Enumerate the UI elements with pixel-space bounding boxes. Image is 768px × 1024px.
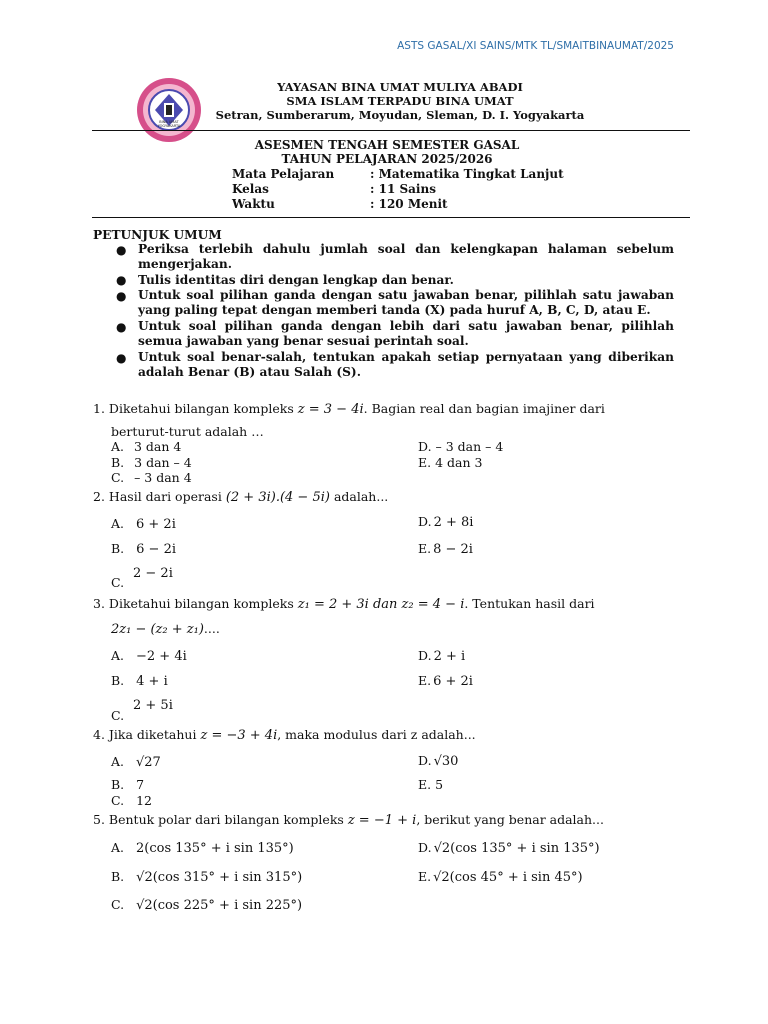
question-math: z = −1 + i: [347, 813, 417, 828]
question-number: 4.: [93, 727, 105, 742]
question-text: , berikut yang benar adalah...: [416, 812, 604, 827]
option-b: 7: [136, 777, 145, 792]
option-label: A.: [111, 648, 125, 663]
option-a: 2(cos 135° + i sin 135°): [136, 841, 294, 856]
school-name: SMA ISLAM TERPADU BINA UMAT: [286, 94, 514, 108]
option-b: 6 − 2i: [136, 542, 177, 557]
option-label: D.: [418, 753, 432, 768]
option-label: E.: [418, 541, 432, 556]
option-label: A.: [111, 439, 125, 454]
option-e: 6 + 2i: [433, 674, 473, 689]
question-math: 2z₁ − (z₂ + z₁): [111, 622, 204, 637]
question-text: , maka modulus dari z adalah...: [277, 727, 476, 742]
option-a: 3 dan 4: [134, 439, 182, 454]
option-b: 3 dan – 4: [134, 455, 192, 470]
field-label-subject: Mata Pelajaran: [232, 167, 335, 181]
question-2: [93, 489, 388, 505]
instruction-item: Untuk soal benar-salah, tentukan apakah setiap pernyataan yang diberikan adalah Benar (B) atau Salah (S).: [138, 350, 674, 379]
option-label: D.: [418, 648, 432, 663]
option-e: 8 − 2i: [433, 542, 473, 557]
option-d: 2 + i: [433, 649, 466, 664]
option-label: A.: [111, 516, 125, 531]
option-e: E. 4 dan 3: [418, 455, 483, 470]
option-a: −2 + 4i: [136, 649, 187, 664]
option-label: E.: [418, 777, 432, 792]
logo-text-top: BINA UMAT: [159, 120, 179, 124]
option-d: 2 + 8i: [433, 515, 474, 530]
option-label: B.: [111, 673, 125, 688]
option-label: B.: [111, 777, 125, 792]
bullet-icon: ●: [116, 289, 127, 303]
option-label: B.: [111, 869, 125, 884]
logo-text-bottom: YOGYAKARTA: [157, 124, 181, 128]
question-1: [93, 401, 605, 417]
question-4: [93, 727, 476, 743]
question-number: 1.: [93, 401, 105, 416]
option-label: C.: [111, 708, 125, 723]
option-b: √2(cos 315° + i sin 315°): [136, 870, 303, 885]
option-d: √2(cos 135° + i sin 135°): [433, 841, 600, 856]
exam-title: ASESMEN TENGAH SEMESTER GASAL: [254, 138, 520, 152]
option-d: D. – 3 dan – 4: [418, 439, 504, 454]
bullet-icon: ●: [116, 273, 127, 287]
option-d: √30: [433, 754, 459, 769]
option-label: C.: [111, 897, 125, 912]
instruction-item: Tulis identitas diri dengan lengkap dan benar.: [138, 273, 454, 287]
option-label: C.: [111, 575, 125, 590]
question-number: 3.: [93, 596, 105, 611]
question-text: Bentuk polar dari bilangan kompleks: [108, 812, 344, 827]
document-code: ASTS GASAL/XI SAINS/MTK TL/SMAITBINAUMAT/2025: [397, 40, 674, 52]
instruction-item: Periksa terlebih dahulu jumlah soal dan kelengkapan halaman sebelum mengerjakan.: [138, 242, 674, 271]
question-text: adalah...: [333, 489, 389, 504]
option-label: C.: [111, 470, 125, 485]
field-value-class: : 11 Sains: [370, 182, 436, 196]
bullet-icon: ●: [116, 320, 127, 334]
instructions-heading: PETUNJUK UMUM: [93, 228, 222, 242]
option-label: D.: [418, 514, 432, 529]
option-label: D.: [418, 840, 432, 855]
question-text: ....: [203, 621, 220, 636]
question-math: z = −3 + 4i: [200, 728, 278, 743]
bullet-icon: ●: [116, 351, 127, 365]
instruction-item: Untuk soal pilihan ganda dengan lebih dari satu jawaban benar, pilihlah semua jawaban yang benar sesuai perintah soal.: [138, 319, 674, 348]
option-e: 5: [435, 777, 444, 792]
option-a: 6 + 2i: [136, 517, 176, 532]
foundation-name: YAYASAN BINA UMAT MULIYA ABADI: [277, 80, 523, 94]
question-text-line2: berturut-turut adalah …: [111, 424, 264, 439]
question-number: 2.: [93, 489, 105, 504]
option-label: C.: [111, 793, 125, 808]
option-c: 2 + 5i: [133, 698, 173, 713]
school-logo: [135, 76, 203, 144]
question-3: [93, 596, 595, 612]
option-label: E.: [418, 869, 432, 884]
option-label: A.: [111, 754, 125, 769]
instruction-item: Untuk soal pilihan ganda dengan satu jawaban benar, pilihlah satu jawaban yang paling tepat dengan memberi tanda (X) pada huruf A, B, C, D, atau E.: [138, 288, 674, 317]
school-address: Setran, Sumberarum, Moyudan, Sleman, D. I. Yogyakarta: [215, 108, 585, 122]
field-label-class: Kelas: [232, 182, 269, 196]
question-text: Hasil dari operasi: [108, 489, 222, 504]
question-text: Diketahui bilangan kompleks: [108, 596, 294, 611]
option-b: 4 + i: [136, 674, 168, 689]
question-number: 5.: [93, 812, 105, 827]
question-text: Jika diketahui: [108, 727, 197, 742]
option-e: √2(cos 45° + i sin 45°): [433, 870, 583, 885]
question-text: Diketahui bilangan kompleks: [108, 401, 294, 416]
field-value-subject: : Matematika Tingkat Lanjut: [370, 167, 564, 181]
question-5: [93, 812, 604, 828]
question-math: (2 + 3i).(4 − 5i): [225, 490, 330, 505]
exam-year: TAHUN PELAJARAN 2025/2026: [281, 152, 493, 166]
field-label-time: Waktu: [232, 197, 275, 211]
option-c: 2 − 2i: [133, 566, 173, 581]
question-text: . Bagian real dan bagian imajiner dari: [363, 401, 605, 416]
option-c: √2(cos 225° + i sin 225°): [136, 898, 303, 913]
option-label: B.: [111, 541, 125, 556]
option-c: – 3 dan 4: [134, 470, 192, 485]
option-label: A.: [111, 840, 125, 855]
option-label: E.: [418, 673, 432, 688]
option-c: 12: [136, 793, 152, 808]
question-text: . Tentukan hasil dari: [464, 596, 595, 611]
question-math: z₁ = 2 + 3i dan z₂ = 4 − i: [297, 597, 465, 612]
question-math: z = 3 − 4i: [297, 402, 364, 417]
divider: [92, 217, 690, 218]
bullet-icon: ●: [116, 243, 127, 257]
option-a: √27: [136, 755, 161, 770]
divider: [92, 130, 690, 131]
option-label: B.: [111, 455, 125, 470]
field-value-time: : 120 Menit: [370, 197, 448, 211]
